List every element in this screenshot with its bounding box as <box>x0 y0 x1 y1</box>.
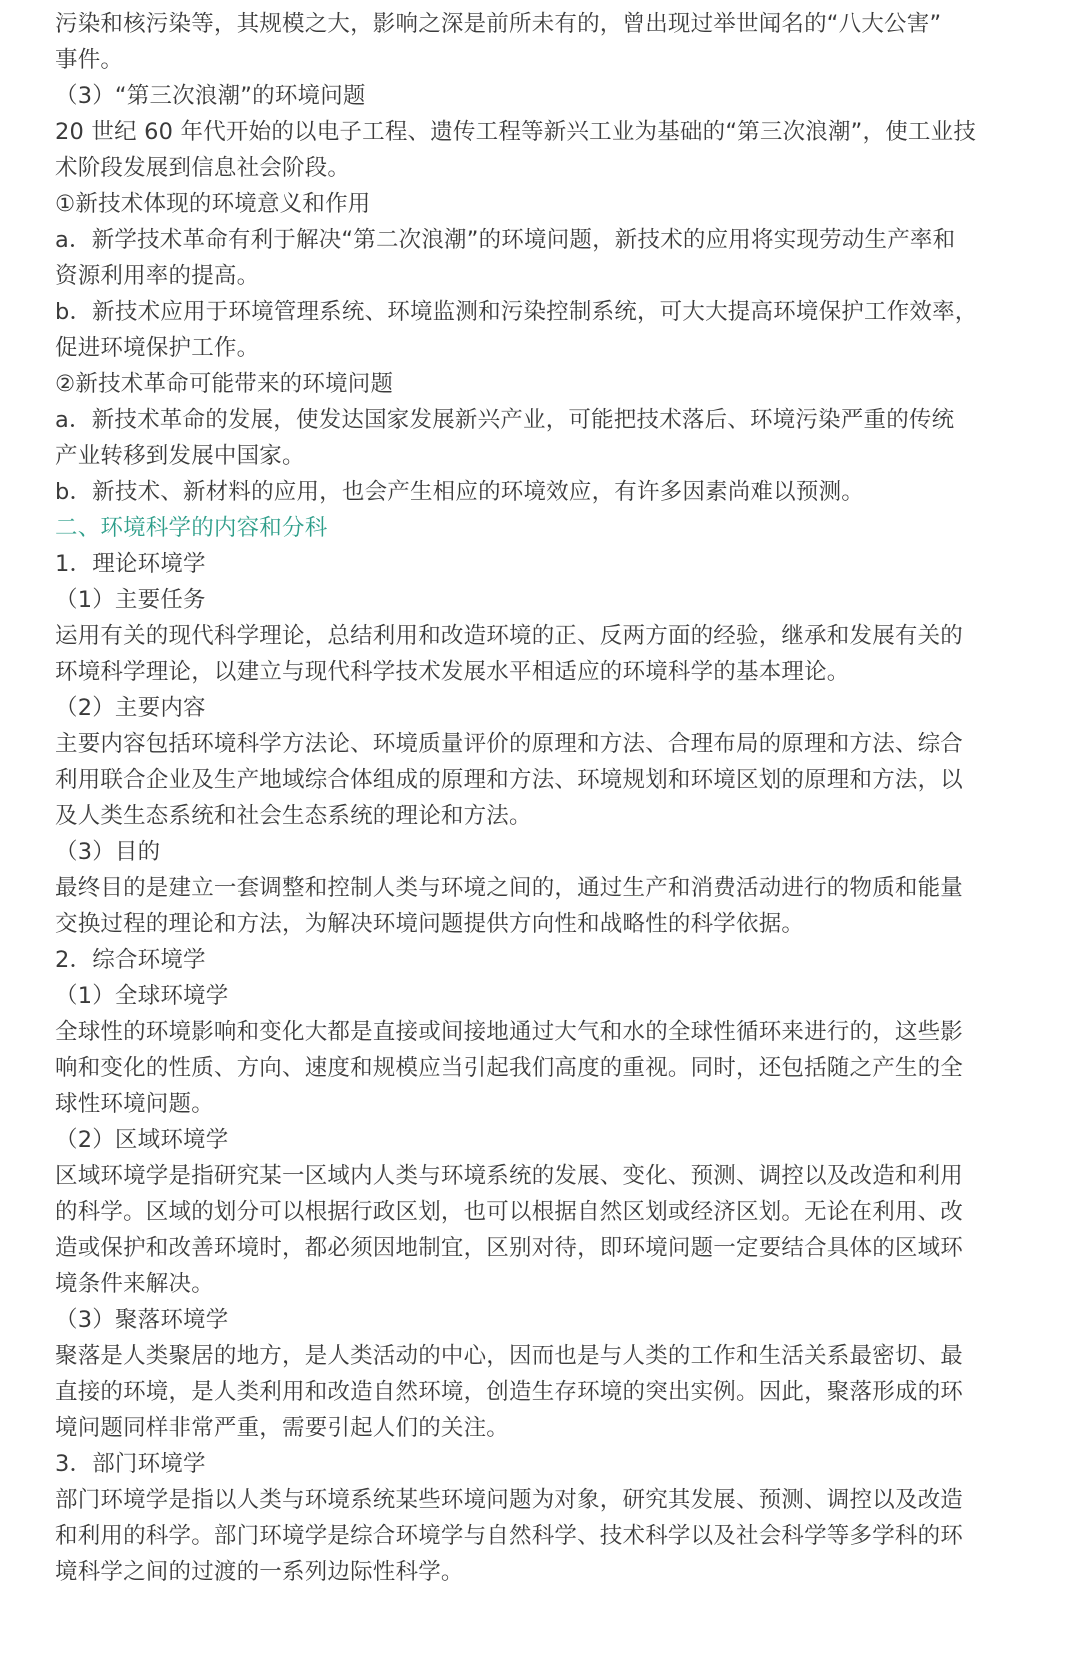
paragraph-line: 运用有关的现代科学理论，总结利用和改造环境的正、反两方面的经验，继承和发展有关的 <box>55 623 964 649</box>
paragraph-line: 20 世纪 60 年代开始的以电子工程、遗传工程等新兴工业为基础的“第三次浪潮”，使工业技 <box>55 119 977 145</box>
paragraph-line: 境问题同样非常严重，需要引起人们的关注。 <box>55 1415 510 1441</box>
subheading-line: （2）主要内容 <box>55 695 206 721</box>
paragraph-line: 境条件来解决。 <box>55 1271 214 1297</box>
subheading-line: （3）目的 <box>55 839 161 865</box>
paragraph-line: 促进环境保护工作。 <box>55 335 260 361</box>
subheading-line: （1）主要任务 <box>55 587 206 613</box>
subheading-line: 3．部门环境学 <box>55 1451 206 1477</box>
paragraph-line: 球性环境问题。 <box>55 1091 214 1117</box>
paragraph-line: 和利用的科学。部门环境学是综合环境学与自然科学、技术科学以及社会科学等多学科的环 <box>55 1523 964 1549</box>
paragraph-line: b．新技术、新材料的应用，也会产生相应的环境效应，有许多因素尚难以预测。 <box>55 479 864 505</box>
subheading-line: （3）聚落环境学 <box>55 1307 229 1333</box>
subheading-line: （3）“第三次浪潮”的环境问题 <box>55 83 366 109</box>
paragraph-line: a．新技术革命的发展，使发达国家发展新兴产业，可能把技术落后、环境污染严重的传统 <box>55 407 955 433</box>
paragraph-line: b．新技术应用于环境管理系统、环境监测和污染控制系统，可大大提高环境保护工作效率， <box>55 299 978 325</box>
paragraph-line: 环境科学理论，以建立与现代科学技术发展水平相适应的环境科学的基本理论。 <box>55 659 850 685</box>
paragraph-line: 的科学。区域的划分可以根据行政区划，也可以根据自然区划或经济区划。无论在利用、改 <box>55 1199 964 1225</box>
paragraph-line: 主要内容包括环境科学方法论、环境质量评价的原理和方法、合理布局的原理和方法、综合 <box>55 731 964 757</box>
subheading-line: （2）区域环境学 <box>55 1127 229 1153</box>
paragraph-line: a．新学技术革命有利于解决“第二次浪潮”的环境问题，新技术的应用将实现劳动生产率和 <box>55 227 956 253</box>
paragraph-line: 交换过程的理论和方法，为解决环境问题提供方向性和战略性的科学依据。 <box>55 911 805 937</box>
paragraph-line: 利用联合企业及生产地域综合体组成的原理和方法、环境规划和环境区划的原理和方法，以 <box>55 767 964 793</box>
subheading-line: 1．理论环境学 <box>55 551 206 577</box>
paragraph-line: 术阶段发展到信息社会阶段。 <box>55 155 351 181</box>
paragraph-line: 全球性的环境影响和变化大都是直接或间接地通过大气和水的全球性循环来进行的，这些影 <box>55 1019 964 1045</box>
paragraph-line: 境科学之间的过渡的一系列边际性科学。 <box>55 1559 464 1585</box>
paragraph-line: 及人类生态系统和社会生态系统的理论和方法。 <box>55 803 532 829</box>
section-heading: 二、环境科学的内容和分科 <box>55 515 328 541</box>
subheading-line: ②新技术革命可能带来的环境问题 <box>55 371 394 397</box>
paragraph-line: 部门环境学是指以人类与环境系统某些环境问题为对象，研究其发展、预测、调控以及改造 <box>55 1487 964 1513</box>
paragraph-line: 聚落是人类聚居的地方，是人类活动的中心，因而也是与人类的工作和生活关系最密切、最 <box>55 1343 964 1369</box>
paragraph-line: 污染和核污染等，其规模之大，影响之深是前所未有的，曾出现过举世闻名的“八大公害” <box>55 11 942 37</box>
paragraph-line: 直接的环境，是人类利用和改造自然环境，创造生存环境的突出实例。因此，聚落形成的环 <box>55 1379 964 1405</box>
paragraph-line: 响和变化的性质、方向、速度和规模应当引起我们高度的重视。同时，还包括随之产生的全 <box>55 1055 964 1081</box>
paragraph-line: 区域环境学是指研究某一区域内人类与环境系统的发展、变化、预测、调控以及改造和利用 <box>55 1163 964 1189</box>
subheading-line: ①新技术体现的环境意义和作用 <box>55 191 371 217</box>
paragraph-line: 事件。 <box>55 47 124 73</box>
paragraph-line: 最终目的是建立一套调整和控制人类与环境之间的，通过生产和消费活动进行的物质和能量 <box>55 875 964 901</box>
subheading-line: 2．综合环境学 <box>55 947 206 973</box>
paragraph-line: 产业转移到发展中国家。 <box>55 443 305 469</box>
paragraph-line: 造或保护和改善环境时，都必须因地制宜，区别对待，即环境问题一定要结合具体的区域环 <box>55 1235 964 1261</box>
subheading-line: （1）全球环境学 <box>55 983 229 1009</box>
paragraph-line: 资源利用率的提高。 <box>55 263 260 289</box>
